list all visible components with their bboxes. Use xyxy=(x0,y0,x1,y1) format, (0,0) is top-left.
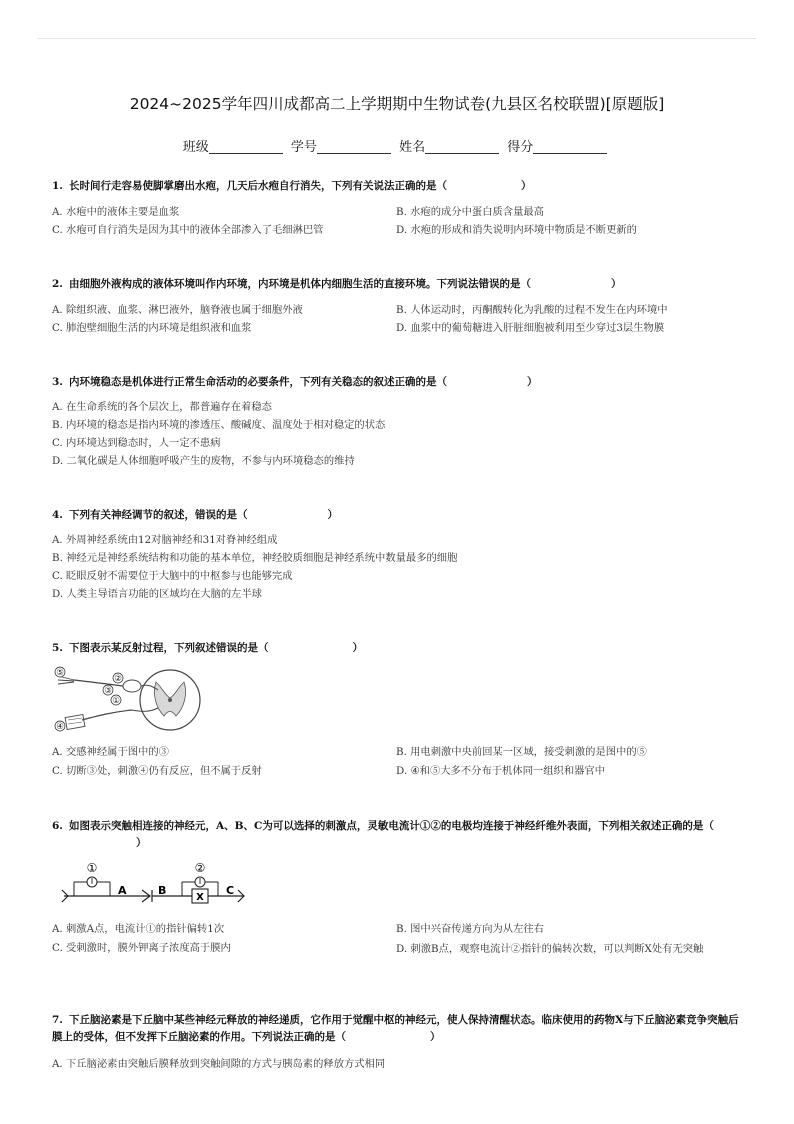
question-number: 5. xyxy=(52,642,63,654)
option-c[interactable]: C. 切断③处，刺激④仍有反应，但不属于反射 xyxy=(52,765,262,777)
option-a[interactable]: A. 在生命系统的各个层次上，都普遍存在着稳态 xyxy=(52,401,272,413)
stimulus-point-a: A xyxy=(118,884,127,897)
option-b[interactable]: B. 内环境的稳态是指内环境的渗透压、酸碱度、温度处于相对稳定的状态 xyxy=(52,419,386,431)
class-blank[interactable] xyxy=(209,139,283,154)
question-stem: 长时间行走容易使脚掌磨出水疱，几天后水疱自行消失，下列有关说法正确的是（ xyxy=(68,180,447,192)
option-a[interactable]: A. 除组织液、血浆、淋巴液外，脑脊液也属于细胞外液 xyxy=(52,304,303,316)
option-b[interactable]: B. 人体运动时，丙酮酸转化为乳酸的过程不发生在内环境中 xyxy=(396,304,668,316)
answer-paren-close: ） xyxy=(610,278,622,290)
answer-paren-close: ） xyxy=(430,1031,441,1043)
meter1-label: ① xyxy=(86,861,98,875)
header-divider xyxy=(38,38,756,39)
student-info-line xyxy=(0,136,794,155)
option-a[interactable]: A. 外周神经系统由12对脑神经和31对脊神经组成 xyxy=(52,534,278,546)
question-5 xyxy=(52,641,742,656)
meter2-label: ② xyxy=(194,861,206,875)
id-label: 学号 xyxy=(290,140,317,155)
option-b[interactable]: B. 水疱的成分中蛋白质含量最高 xyxy=(396,206,544,218)
option-b[interactable]: B. 神经元是神经系统结构和功能的基本单位，神经胶质细胞是神经系统中数量最多的细胞 xyxy=(52,552,458,564)
option-c[interactable]: C. 肺泡壁细胞生活的内环境是组织液和血浆 xyxy=(52,322,252,334)
effector xyxy=(65,715,85,730)
x-label: X xyxy=(196,892,204,903)
answer-paren-close: ） xyxy=(327,509,338,521)
name-label: 姓名 xyxy=(399,140,426,155)
option-a[interactable]: A. 刺激A点，电流计①的指针偏转1次 xyxy=(52,923,225,935)
page-title: 2024~2025学年四川成都高二上学期期中生物试卷(九县区名校联盟)[原题版] xyxy=(129,95,665,113)
option-a[interactable]: A. 水疱中的液体主要是血浆 xyxy=(52,206,180,218)
question-stem: 如图表示突触相连接的神经元，A、B、C为可以选择的刺激点，灵敏电流计①②的电极均连接于神经纤维外表面，下列相关叙述正确的是（ xyxy=(68,820,714,832)
option-c[interactable]: C. 水疱可自行消失是因为其中的液体全部渗入了毛细淋巴管 xyxy=(52,224,324,236)
question-stem: 下丘脑泌素是下丘脑中某些神经元释放的神经递质，它作用于觉醒中枢的神经元，使人保持清醒状态。临床使用的药物X与下丘脑泌素竞争突触后膜上的受体，但不发挥下丘脑泌素的作用。下列说法正确的是（ xyxy=(52,1014,739,1043)
question-2 xyxy=(52,277,742,292)
figure-label-5: ⑤ xyxy=(56,668,64,678)
score-label: 得分 xyxy=(507,140,534,155)
option-b[interactable]: B. 图中兴奋传递方向为从左往右 xyxy=(396,923,544,935)
id-blank[interactable] xyxy=(317,139,391,154)
option-d[interactable]: D. 血浆中的葡萄糖进入肝脏细胞被利用至少穿过3层生物膜 xyxy=(396,322,665,334)
figure-label-2: ② xyxy=(114,674,122,684)
stimulus-point-c: C xyxy=(226,884,235,897)
figure-label-3: ③ xyxy=(104,686,112,696)
central-canal xyxy=(168,698,172,702)
answer-paren-close: ） xyxy=(526,376,538,388)
figure-label-4: ④ xyxy=(56,722,64,732)
question-number: 1. xyxy=(52,180,63,192)
question-7 xyxy=(52,1012,742,1046)
option-d[interactable]: D. ④和⑤大多不分布于机体同一组织和器官中 xyxy=(396,765,606,777)
efferent-nerve xyxy=(82,710,132,720)
question-stem: 内环境稳态是机体进行正常生命活动的必要条件，下列有关稳态的叙述正确的是（ xyxy=(68,376,447,388)
question-stem: 下列有关神经调节的叙述，错误的是（ xyxy=(68,509,248,521)
efferent-root xyxy=(132,708,158,711)
question-6 xyxy=(52,818,742,852)
question-4 xyxy=(52,508,742,523)
synapse-circuit-figure xyxy=(58,860,248,912)
answer-paren-close: ） xyxy=(520,180,532,192)
class-label: 班级 xyxy=(182,140,209,155)
option-a[interactable]: A. 交感神经属于图中的③ xyxy=(52,746,169,758)
option-b[interactable]: B. 用电刺激中央前回某一区域，接受刺激的是图中的⑤ xyxy=(396,746,647,758)
stimulus-point-b: B xyxy=(158,884,167,897)
figure-label-1: ① xyxy=(112,696,120,706)
score-blank[interactable] xyxy=(533,139,607,154)
option-d[interactable]: D. 水疱的形成和消失说明内环境中物质是不断更新的 xyxy=(396,224,637,236)
question-number: 3. xyxy=(52,376,63,388)
question-stem: 由细胞外液构成的液体环境叫作内环境，内环境是机体内细胞生活的直接环境。下列说法错误的是（ xyxy=(68,278,531,290)
option-d[interactable]: D. 二氧化碳是人体细胞呼吸产生的废物，不参与内环境稳态的维持 xyxy=(52,455,355,467)
answer-paren-close: ） xyxy=(352,642,363,654)
option-a[interactable]: A. 下丘脑泌素由突触后膜释放到突触间隙的方式与胰岛素的释放方式相同 xyxy=(52,1058,386,1070)
option-c[interactable]: C. 眨眼反射不需要位于大脑中的中枢参与也能够完成 xyxy=(52,570,293,582)
question-number: 6. xyxy=(52,820,63,832)
reflex-arc-figure xyxy=(52,664,204,736)
dorsal-ganglion xyxy=(123,680,141,692)
question-number: 7. xyxy=(52,1014,63,1026)
question-3 xyxy=(52,375,742,390)
question-number: 4. xyxy=(52,509,63,521)
option-c[interactable]: C. 受刺激时，膜外钾离子浓度高于膜内 xyxy=(52,942,231,954)
question-1 xyxy=(52,179,742,194)
option-d[interactable]: D. 人类主导语言功能的区域均在大脑的左半球 xyxy=(52,588,263,600)
question-stem: 下图表示某反射过程，下列叙述错误的是（ xyxy=(68,642,269,654)
option-c[interactable]: C. 内环境达到稳态时，人一定不患病 xyxy=(52,437,221,449)
answer-paren-close: ） xyxy=(136,837,147,849)
question-number: 2. xyxy=(52,278,63,290)
option-d[interactable]: D. 刺激B点，观察电流计②指针的偏转次数，可以判断X处有无突触 xyxy=(396,943,704,955)
name-blank[interactable] xyxy=(425,139,499,154)
